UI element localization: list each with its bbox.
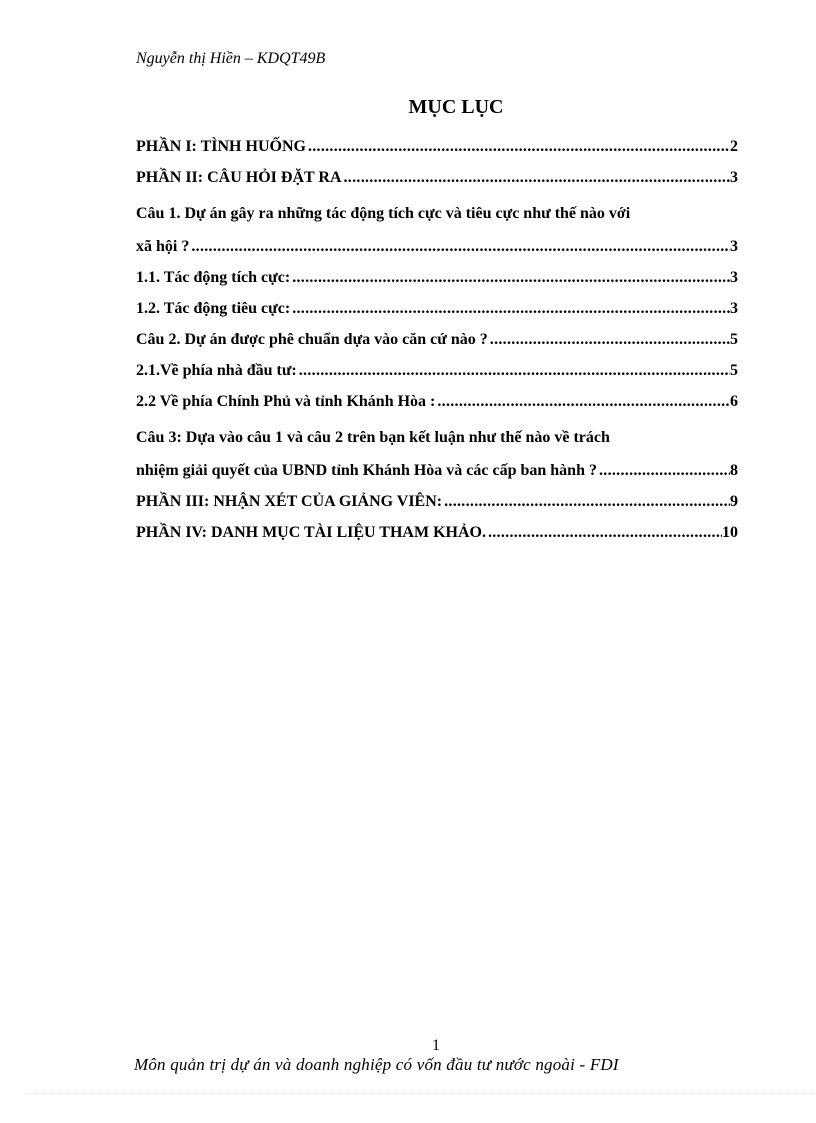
toc-entry-2-1[interactable] [136,355,738,386]
toc-entry-page: 5 [730,362,738,379]
dot-leader [437,386,730,417]
toc-entry-text-line1: Câu 1. Dự án gây ra những tác động tích cực và tiêu cực như thế nào với [136,205,631,222]
toc-entry-part-4[interactable] [136,517,738,548]
running-header: Nguyễn thị Hiền – KDQT49B [136,50,326,67]
dot-leader [308,131,730,162]
toc-entry-text: PHẦN IV: DANH MỤC TÀI LIỆU THAM KHẢO. [136,524,486,541]
toc-entry-page: 6 [730,393,738,410]
toc-entry-question-3[interactable] [136,420,738,486]
toc-entry-page: 2 [730,138,738,155]
toc-entry-page: 3 [730,238,738,255]
toc-entry-page: 8 [730,462,738,479]
dot-leader [292,262,730,293]
toc-entry-page: 3 [730,269,738,286]
toc-entry-1-1[interactable] [136,262,738,293]
toc-entry-text-line1: Câu 3: Dựa vào câu 1 và câu 2 trên bạn kết luận như thế nào về trách [136,429,610,446]
toc-entry-part-2[interactable] [136,162,738,193]
dot-leader [344,162,731,193]
toc-entry-text-line2: xã hội ? [136,238,190,255]
toc-entry-text: PHẦN I: TÌNH HUỐNG [136,138,306,155]
table-of-contents [136,131,738,548]
toc-entry-question-2[interactable] [136,324,738,355]
toc-entry-text: Câu 2. Dự án được phê chuẩn dựa vào căn cứ nào ? [136,331,488,348]
dot-leader [488,517,722,548]
dot-leader [490,324,730,355]
toc-entry-page: 5 [730,331,738,348]
dot-leader [599,455,730,486]
page-number: 1 [432,1037,440,1054]
page-bottom-rule [26,1093,816,1094]
toc-entry-page: 9 [730,493,738,510]
toc-entry-text: 2.2 Về phía Chính Phủ và tỉnh Khánh Hòa : [136,393,436,410]
toc-entry-page: 10 [722,524,738,541]
toc-entry-part-1[interactable] [136,131,738,162]
toc-entry-text: PHẦN III: NHẬN XÉT CỦA GIẢNG VIÊN: [136,493,443,510]
toc-entry-2-2[interactable] [136,386,738,417]
toc-entry-part-3[interactable] [136,486,738,517]
toc-entry-text: PHẦN II: CÂU HỎI ĐẶT RA [136,169,342,186]
toc-entry-text-line2: nhiệm giải quyết của UBND tỉnh Khánh Hòa và các cấp ban hành ? [136,462,597,479]
toc-entry-text: 1.1. Tác động tích cực: [136,269,291,286]
toc-entry-page: 3 [730,300,738,317]
toc-title: MỤC LỤC [408,96,504,118]
toc-entry-text: 1.2. Tác động tiêu cực: [136,300,291,317]
toc-entry-text: 2.1.Về phía nhà đầu tư: [136,362,297,379]
running-footer: Môn quản trị dự án và doanh nghiệp có vốn đầu tư nước ngoài - FDI [134,1055,619,1074]
toc-entry-page: 3 [730,169,738,186]
toc-entry-1-2[interactable] [136,293,738,324]
dot-leader [444,486,730,517]
dot-leader [292,293,730,324]
dot-leader [299,355,730,386]
dot-leader [191,231,730,262]
toc-entry-question-1[interactable] [136,196,738,262]
